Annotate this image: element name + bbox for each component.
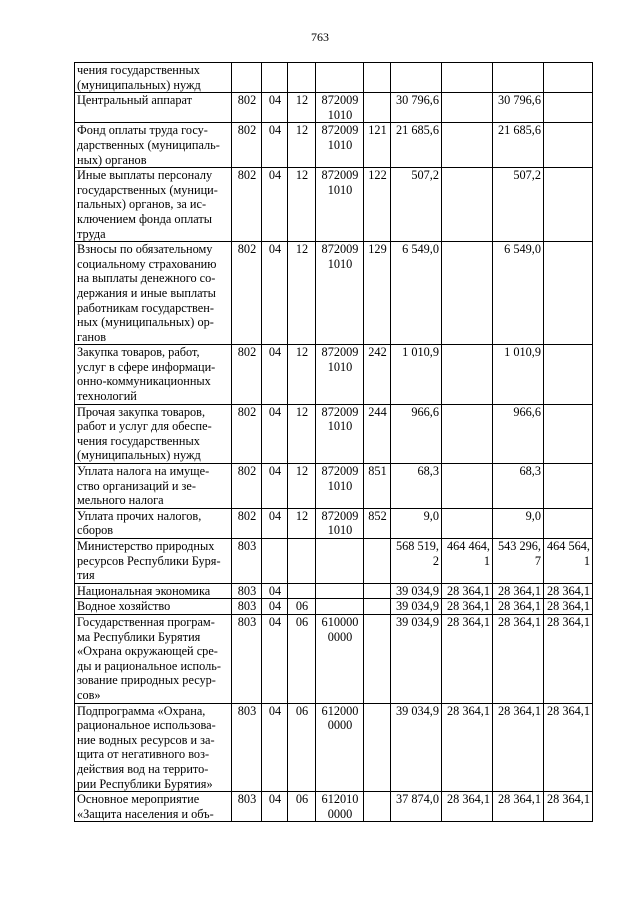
amount-3-cell: 966,6 [493, 404, 544, 463]
subsection-cell: 12 [288, 404, 316, 463]
target-article-cell [316, 583, 364, 599]
amount-3-cell: 28 364,1 [493, 792, 544, 822]
amount-4-cell [544, 168, 593, 242]
section-cell [262, 539, 288, 584]
amount-4-cell: 28 364,1 [544, 792, 593, 822]
table-row [75, 168, 593, 242]
target-article-cell: 872009 1010 [316, 404, 364, 463]
amount-4-cell [544, 508, 593, 538]
section-cell: 04 [262, 242, 288, 345]
amount-4-cell: 28 364,1 [544, 614, 593, 703]
expense-type-cell: 242 [364, 345, 391, 404]
expense-type-cell [364, 63, 391, 93]
table-row [75, 93, 593, 123]
expense-type-cell: 852 [364, 508, 391, 538]
target-article-cell: 612000 0000 [316, 703, 364, 792]
grbs-cell: 803 [232, 539, 262, 584]
amount-4-cell [544, 464, 593, 509]
amount-1-cell: 568 519, 2 [391, 539, 442, 584]
amount-2-cell [442, 63, 493, 93]
section-cell: 04 [262, 345, 288, 404]
amount-3-cell: 28 364,1 [493, 614, 544, 703]
target-article-cell: 610000 0000 [316, 614, 364, 703]
amount-1-cell: 966,6 [391, 404, 442, 463]
row-name-cell: Взносы по обязательному социальному страхованию на выплаты денежного со- держания и иные выплаты работникам государствен- ных (муниципальных) ор- ганов [75, 242, 232, 345]
row-name-cell: Министерство природных ресурсов Республики Буря- тия [75, 539, 232, 584]
amount-3-cell: 30 796,6 [493, 93, 544, 123]
amount-3-cell: 543 296, 7 [493, 539, 544, 584]
amount-1-cell: 39 034,9 [391, 703, 442, 792]
amount-1-cell: 37 874,0 [391, 792, 442, 822]
section-cell: 04 [262, 703, 288, 792]
section-cell: 04 [262, 93, 288, 123]
target-article-cell [316, 63, 364, 93]
section-cell: 04 [262, 508, 288, 538]
target-article-cell: 872009 1010 [316, 93, 364, 123]
row-name-cell: Прочая закупка товаров, работ и услуг для обеспе- чения государственных (муниципальных) нужд [75, 404, 232, 463]
expense-type-cell [364, 583, 391, 599]
row-name-cell: Иные выплаты персоналу государственных (муници- пальных) органов, за ис- ключением фонда оплаты труда [75, 168, 232, 242]
amount-2-cell [442, 242, 493, 345]
amount-1-cell: 39 034,9 [391, 614, 442, 703]
subsection-cell [288, 63, 316, 93]
target-article-cell: 872009 1010 [316, 345, 364, 404]
amount-2-cell: 28 364,1 [442, 792, 493, 822]
amount-3-cell: 28 364,1 [493, 599, 544, 615]
amount-1-cell: 9,0 [391, 508, 442, 538]
expense-type-cell: 244 [364, 404, 391, 463]
expense-type-cell: 122 [364, 168, 391, 242]
table-row [75, 63, 593, 93]
grbs-cell: 803 [232, 599, 262, 615]
amount-4-cell [544, 345, 593, 404]
row-name-cell: чения государственных (муниципальных) нужд [75, 63, 232, 93]
amount-1-cell: 21 685,6 [391, 123, 442, 168]
subsection-cell: 06 [288, 703, 316, 792]
section-cell: 04 [262, 123, 288, 168]
expense-type-cell: 121 [364, 123, 391, 168]
target-article-cell [316, 539, 364, 584]
subsection-cell: 06 [288, 614, 316, 703]
row-name-cell: Национальная экономика [75, 583, 232, 599]
grbs-cell: 802 [232, 93, 262, 123]
row-name-cell: Водное хозяйство [75, 599, 232, 615]
section-cell: 04 [262, 599, 288, 615]
amount-2-cell [442, 508, 493, 538]
grbs-cell: 802 [232, 123, 262, 168]
target-article-cell: 872009 1010 [316, 123, 364, 168]
amount-3-cell: 21 685,6 [493, 123, 544, 168]
amount-3-cell [493, 63, 544, 93]
grbs-cell: 802 [232, 404, 262, 463]
amount-1-cell: 39 034,9 [391, 599, 442, 615]
table-row [75, 599, 593, 615]
amount-2-cell: 28 364,1 [442, 703, 493, 792]
table-row [75, 703, 593, 792]
subsection-cell: 06 [288, 599, 316, 615]
grbs-cell: 802 [232, 508, 262, 538]
grbs-cell: 803 [232, 703, 262, 792]
table-row [75, 539, 593, 584]
amount-1-cell: 68,3 [391, 464, 442, 509]
amount-4-cell [544, 242, 593, 345]
amount-1-cell: 6 549,0 [391, 242, 442, 345]
amount-4-cell [544, 93, 593, 123]
row-name-cell: Государственная програм- ма Республики Бурятия «Охрана окружающей сре- ды и рациональное исполь- зование природных ресур- сов» [75, 614, 232, 703]
row-name-cell: Уплата прочих налогов, сборов [75, 508, 232, 538]
target-article-cell: 872009 1010 [316, 242, 364, 345]
expense-type-cell [364, 539, 391, 584]
subsection-cell: 12 [288, 464, 316, 509]
amount-1-cell: 30 796,6 [391, 93, 442, 123]
row-name-cell: Подпрограмма «Охрана, рациональное использова- ние водных ресурсов и за- щита от негативного воз- действия вод на террито- рии Республики Бурятия» [75, 703, 232, 792]
amount-1-cell [391, 63, 442, 93]
amount-4-cell: 28 364,1 [544, 599, 593, 615]
expense-type-cell [364, 93, 391, 123]
amount-4-cell: 464 564, 1 [544, 539, 593, 584]
amount-2-cell: 464 464, 1 [442, 539, 493, 584]
subsection-cell: 12 [288, 242, 316, 345]
section-cell: 04 [262, 792, 288, 822]
grbs-cell [232, 63, 262, 93]
amount-4-cell: 28 364,1 [544, 583, 593, 599]
amount-4-cell [544, 404, 593, 463]
row-name-cell: Уплата налога на имуще- ство организаций и зе- мельного налога [75, 464, 232, 509]
target-article-cell: 872009 1010 [316, 508, 364, 538]
table-row [75, 464, 593, 509]
amount-4-cell [544, 63, 593, 93]
amount-2-cell [442, 93, 493, 123]
grbs-cell: 802 [232, 345, 262, 404]
subsection-cell: 12 [288, 345, 316, 404]
table-row [75, 583, 593, 599]
table-row [75, 123, 593, 168]
row-name-cell: Закупка товаров, работ, услуг в сфере информаци- онно-коммуникационных технологий [75, 345, 232, 404]
table-row [75, 242, 593, 345]
grbs-cell: 802 [232, 464, 262, 509]
target-article-cell: 872009 1010 [316, 168, 364, 242]
amount-2-cell [442, 404, 493, 463]
row-name-cell: Центральный аппарат [75, 93, 232, 123]
table-row [75, 508, 593, 538]
amount-3-cell: 28 364,1 [493, 583, 544, 599]
amount-2-cell [442, 464, 493, 509]
expense-type-cell: 129 [364, 242, 391, 345]
amount-3-cell: 507,2 [493, 168, 544, 242]
expense-type-cell: 851 [364, 464, 391, 509]
target-article-cell: 612010 0000 [316, 792, 364, 822]
expense-type-cell [364, 599, 391, 615]
section-cell: 04 [262, 464, 288, 509]
target-article-cell [316, 599, 364, 615]
amount-1-cell: 39 034,9 [391, 583, 442, 599]
table-row [75, 614, 593, 703]
section-cell: 04 [262, 168, 288, 242]
amount-1-cell: 507,2 [391, 168, 442, 242]
expense-type-cell [364, 792, 391, 822]
budget-table [74, 62, 593, 822]
section-cell: 04 [262, 614, 288, 703]
section-cell: 04 [262, 404, 288, 463]
grbs-cell: 803 [232, 614, 262, 703]
amount-2-cell [442, 168, 493, 242]
page-number: 763 [311, 30, 329, 44]
amount-3-cell: 1 010,9 [493, 345, 544, 404]
amount-2-cell [442, 345, 493, 404]
amount-1-cell: 1 010,9 [391, 345, 442, 404]
subsection-cell: 12 [288, 168, 316, 242]
subsection-cell [288, 583, 316, 599]
section-cell: 04 [262, 583, 288, 599]
expense-type-cell [364, 614, 391, 703]
table-row [75, 404, 593, 463]
grbs-cell: 803 [232, 583, 262, 599]
grbs-cell: 802 [232, 168, 262, 242]
amount-4-cell: 28 364,1 [544, 703, 593, 792]
subsection-cell: 12 [288, 123, 316, 168]
subsection-cell: 12 [288, 508, 316, 538]
subsection-cell: 06 [288, 792, 316, 822]
amount-2-cell: 28 364,1 [442, 614, 493, 703]
amount-2-cell: 28 364,1 [442, 599, 493, 615]
amount-3-cell: 9,0 [493, 508, 544, 538]
amount-3-cell: 6 549,0 [493, 242, 544, 345]
grbs-cell: 802 [232, 242, 262, 345]
grbs-cell: 803 [232, 792, 262, 822]
table-row [75, 345, 593, 404]
amount-4-cell [544, 123, 593, 168]
amount-2-cell: 28 364,1 [442, 583, 493, 599]
target-article-cell: 872009 1010 [316, 464, 364, 509]
subsection-cell [288, 539, 316, 584]
section-cell [262, 63, 288, 93]
table-row [75, 792, 593, 822]
subsection-cell: 12 [288, 93, 316, 123]
expense-type-cell [364, 703, 391, 792]
amount-2-cell [442, 123, 493, 168]
amount-3-cell: 68,3 [493, 464, 544, 509]
row-name-cell: Фонд оплаты труда госу- дарственных (муниципаль- ных) органов [75, 123, 232, 168]
amount-3-cell: 28 364,1 [493, 703, 544, 792]
row-name-cell: Основное мероприятие «Защита населения и объ- [75, 792, 232, 822]
